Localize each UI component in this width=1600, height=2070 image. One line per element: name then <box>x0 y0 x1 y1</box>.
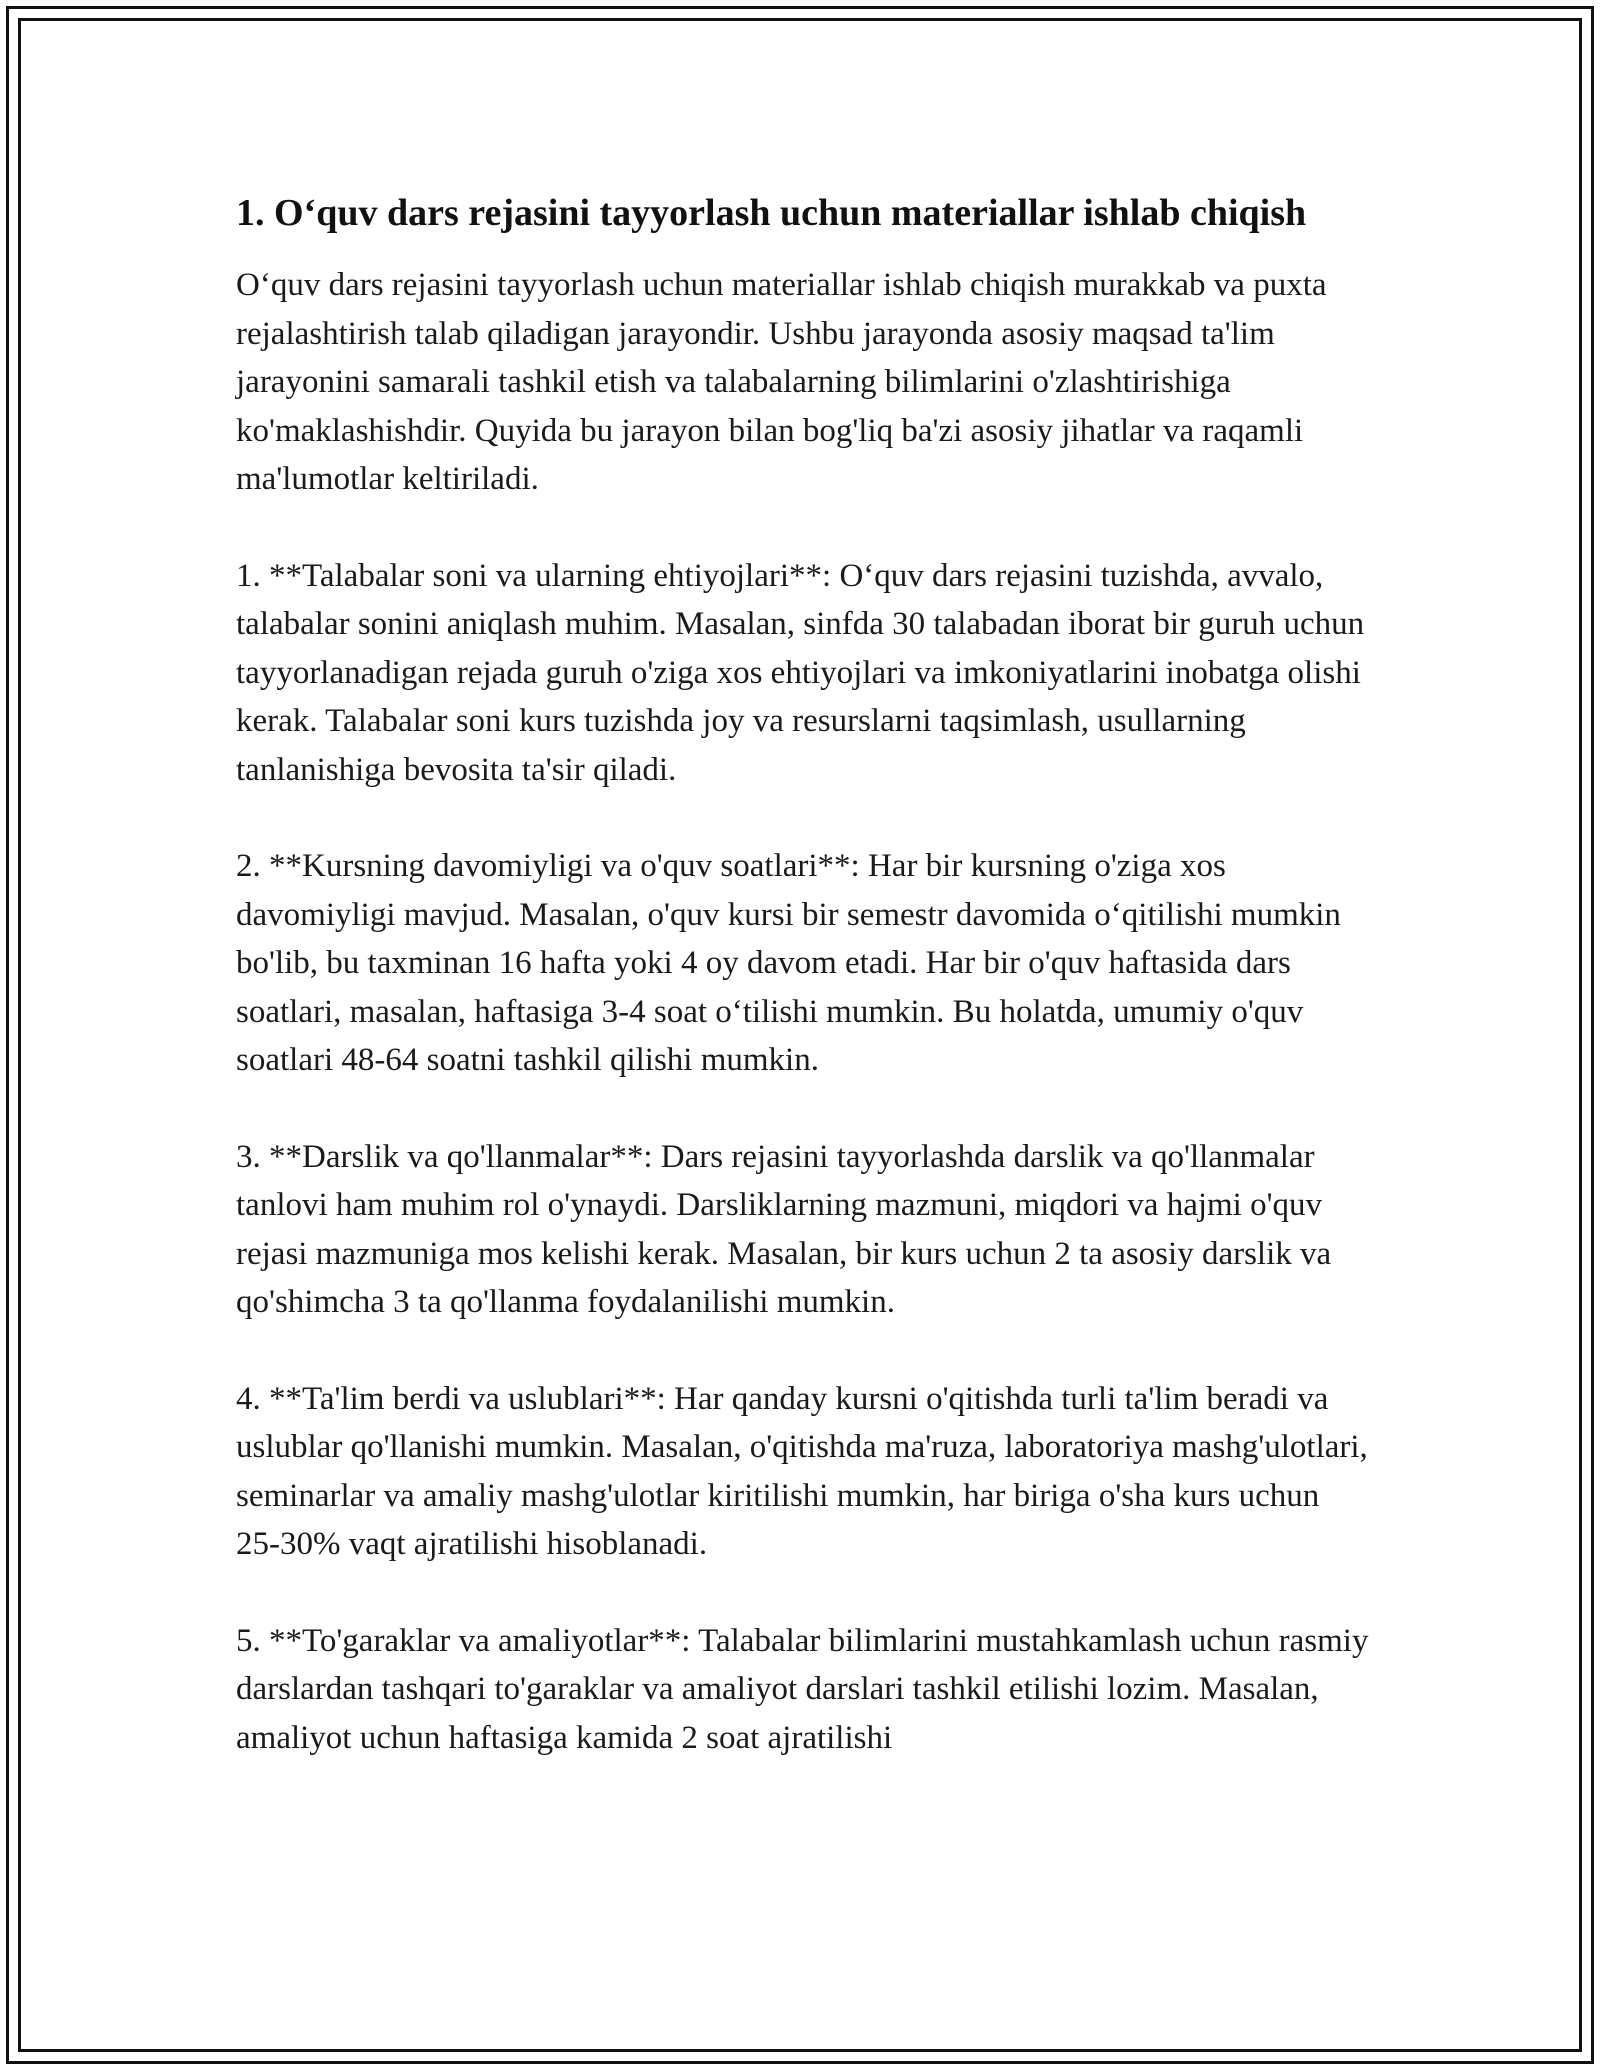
paragraph-textbooks: 3. **Darslik va qo'llanmalar**: Dars rejasini tayyorlashda darslik va qo'llanmalar tanlovi ham muhim rol o'ynaydi. Darsliklarning mazmuni, miqdori va hajmi o'quv rejasi mazmuniga mos kelishi kerak. Masalan, bir kurs uchun 2 ta asosiy darslik va qo'shimcha 3 ta qo'llanma foydalanilishi mumkin. <box>236 1138 1332 1320</box>
paragraph-course-duration: 2. **Kursning davomiyligi va o'quv soatlari**: Har bir kursning o'ziga xos davomiyligi mavjud. Masalan, o'quv kursi bir semestr davomida o‘qitilishi mumkin bo'lib, bu taxminan 16 hafta yoki 4 oy davom etadi. Har bir o'quv haftasida dars soatlari, masalan, haftasiga 3-4 soat o‘tilishi mumkin. Bu holatda, umumiy o'quv soatlari 48-64 soatni tashkil qilishi mumkin. <box>236 848 1341 1078</box>
paragraph-students: 1. **Talabalar soni va ularning ehtiyojlari**: O‘quv dars rejasini tuzishda, avvalo, talabalar sonini aniqlash muhim. Masalan, sinfda 30 talabadan iborat bir guruh uchun tayyorlanadigan rejada guruh o'ziga xos ehtiyojlari va imkoniyatlarini inobatga olishi kerak. Talabalar soni kurs tuzishda joy va resurslarni taqsimlash, usullarning tanlanishiga bevosita ta'sir qiladi. <box>236 557 1365 788</box>
section-heading: 1. O‘quv dars rejasini tayyorlash uchun materiallar ishlab chiqish <box>236 192 1307 234</box>
paragraph-clubs-practice: 5. **To'garaklar va amaliyotlar**: Talabalar bilimlarini mustahkamlash uchun rasmiy darslardan tashqari to'garaklar va amaliyot darslari tashkil etilishi lozim. Masalan, amaliyot uchun haftasiga kamida 2 soat ajratilishi <box>236 1622 1369 1756</box>
paragraph-teaching-methods: 4. **Ta'lim berdi va uslublari**: Har qanday kursni o'qitishda turli ta'lim beradi va uslublar qo'llanishi mumkin. Masalan, o'qitishda ma'ruza, laboratoriya mashg'ulotlari, seminarlar va amaliy mashg'ulotlar kiritilishi mumkin, har biriga o'sha kurs uchun 25-30% vaqt ajratilishi hisoblanadi. <box>236 1380 1368 1562</box>
intro-paragraph: O‘quv dars rejasini tayyorlash uchun materiallar ishlab chiqish murakkab va puxta rejalashtirish talab qiladigan jarayondir. Ushbu jarayonda asosiy maqsad ta'lim jarayonini samarali tashkil etish va talabalarning bilimlarini o'zlashtirishiga ko'maklashishdir. Quyida bu jarayon bilan bog'liq ba'zi asosiy jihatlar va raqamli ma'lumotlar keltiriladi. <box>236 267 1327 497</box>
document-page <box>236 186 1370 1810</box>
